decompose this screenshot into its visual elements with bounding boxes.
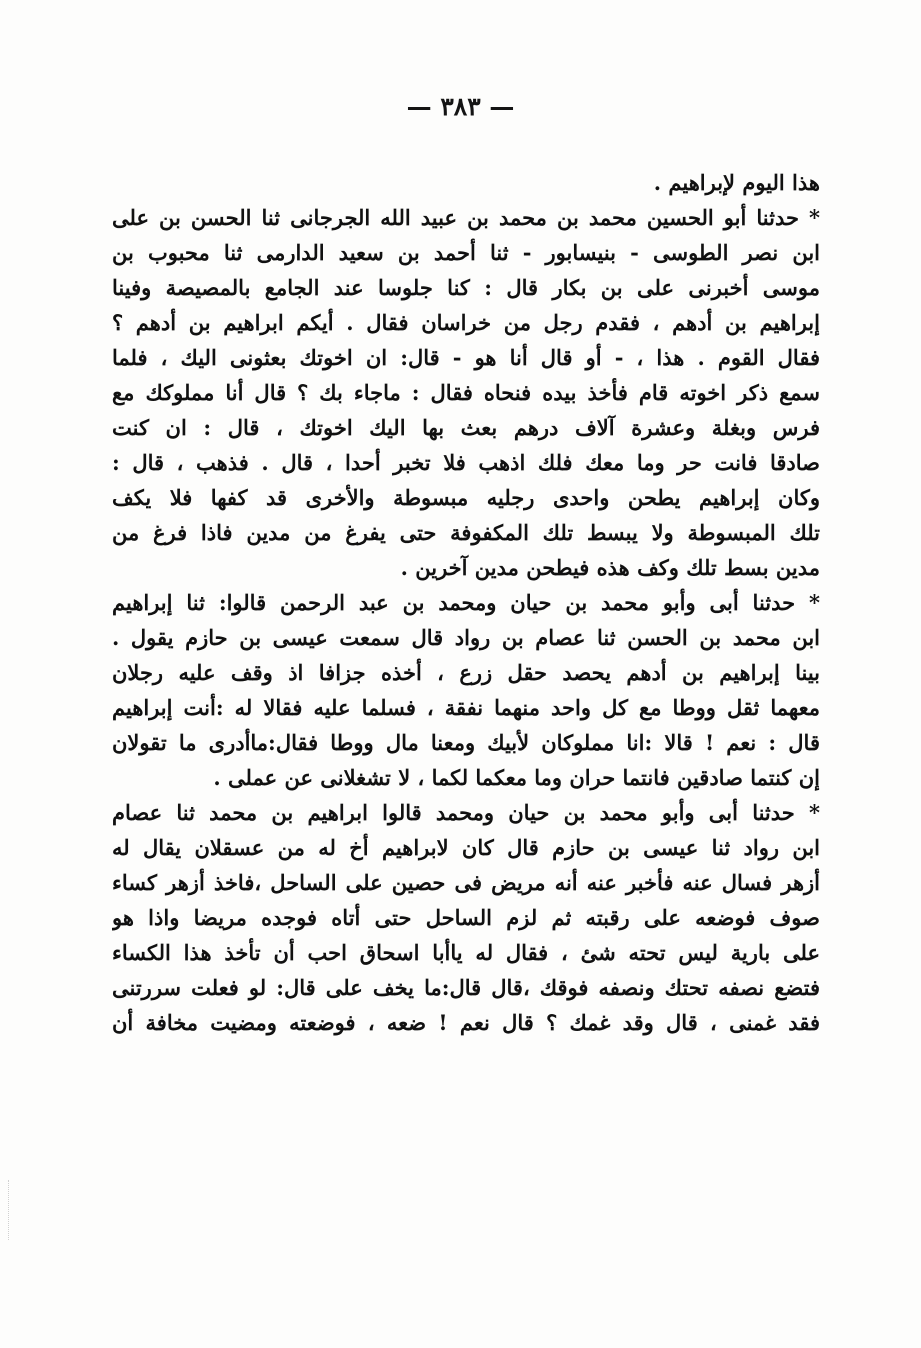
text-line: فقد غمنى ، قال وقد غمك ؟ قال نعم ! ضعه ، فوضعته ومضيت مخافة أن bbox=[112, 1010, 820, 1035]
text-line: ابن محمد بن الحسن ثنا عصام بن رواد قال سمعت عيسى بن حازم يقول . bbox=[112, 625, 820, 650]
text-line: صوف فوضعه على رقبته ثم لزم الساحل حتى أتاه فوجده مريضا واذا هو bbox=[112, 905, 820, 930]
text-line: صادقا فانت حر وما معك فلك اذهب فلا تخبر أحدا ، قال . فذهب ، قال : bbox=[112, 450, 820, 475]
page-number: — ٣٨٣ — bbox=[406, 92, 515, 121]
text-line: فتضع نصفه تحتك ونصفه فوقك ،قال قال:ما يخف على قال: لو فعلت سررتنى bbox=[112, 975, 820, 1000]
text-line: ابن نصر الطوسى - بنيسابور - ثنا أحمد بن سعيد الدارمى ثنا محبوب بن bbox=[112, 240, 820, 265]
text-line: موسى أخبرنى على بن بكار قال : كنا جلوسا عند الجامع بالمصيصة وفينا bbox=[112, 275, 820, 300]
text-line: فرس وبغلة وعشرة آلاف درهم بعث بها اليك اخوتك ، قال : ان كنت bbox=[112, 415, 820, 440]
text-line: * حدثنا أبو الحسين محمد بن محمد بن عبيد الله الجرجانى ثنا الحسن بن على bbox=[112, 205, 820, 230]
text-line: أزهر فسال عنه فأخبر عنه أنه مريض فى حصين على الساحل ،فاخذ أزهر كساء bbox=[112, 870, 820, 895]
text-line: تلك المبسوطة ولا يبسط تلك المكفوفة حتى يفرغ من مدين فاذا فرغ من bbox=[112, 520, 820, 545]
scan-edge-mark bbox=[8, 1180, 19, 1240]
text-line: إبراهيم بن أدهم ، فقدم رجل من خراسان فقال . أيكم ابراهيم بن أدهم ؟ bbox=[112, 310, 820, 335]
text-line: ابن رواد ثنا عيسى بن حازم قال كان لابراهيم أخ له من عسقلان يقال له bbox=[112, 835, 820, 860]
text-line: سمع ذكر اخوته قام فأخذ بيده فنحاه فقال : ماجاء بك ؟ قال أنا مملوكك مع bbox=[112, 380, 820, 405]
text-line: قال : نعم ! قالا :انا مملوكان لأبيك ومعنا مال ووطا فقال:ماأدرى ما تقولان bbox=[112, 730, 820, 755]
body-text bbox=[112, 165, 820, 1040]
text-line: بينا إبراهيم بن أدهم يحصد حقل زرع ، أخذه جزافا اذ وقف عليه رجلان bbox=[112, 660, 820, 685]
text-line: * حدثنا أبى وأبو محمد بن حيان ومحمد قالوا ابراهيم بن محمد ثنا عصام bbox=[112, 800, 820, 825]
text-line: إن كنتما صادقين فانتما حران وما معكما لكما ، لا تشغلانى عن عملى . bbox=[213, 765, 820, 790]
text-line: مدين بسط تلك وكف هذه فيطحن مدين آخرين . bbox=[400, 555, 820, 580]
text-line: معهما ثقل ووطا مع كل واحد منهما نفقة ، فسلما عليه فقالا له :أنت إبراهيم bbox=[112, 695, 820, 720]
text-line: * حدثنا أبى وأبو محمد بن حيان ومحمد بن عبد الرحمن قالوا: ثنا إبراهيم bbox=[112, 590, 820, 615]
text-line: فقال القوم . هذا ، - أو قال أنا هو - قال: ان اخوتك بعثونى اليك ، فلما bbox=[112, 345, 820, 370]
text-line: وكان إبراهيم يطحن واحدى رجليه مبسوطة والأخرى قد كفها فلا يكف bbox=[112, 485, 820, 510]
text-line: على بارية ليس تحته شئ ، فقال له ياأبا اسحاق احب أن تأخذ هذا الكساء bbox=[112, 940, 820, 965]
text-line: هذا اليوم لإبراهيم . bbox=[653, 170, 820, 195]
